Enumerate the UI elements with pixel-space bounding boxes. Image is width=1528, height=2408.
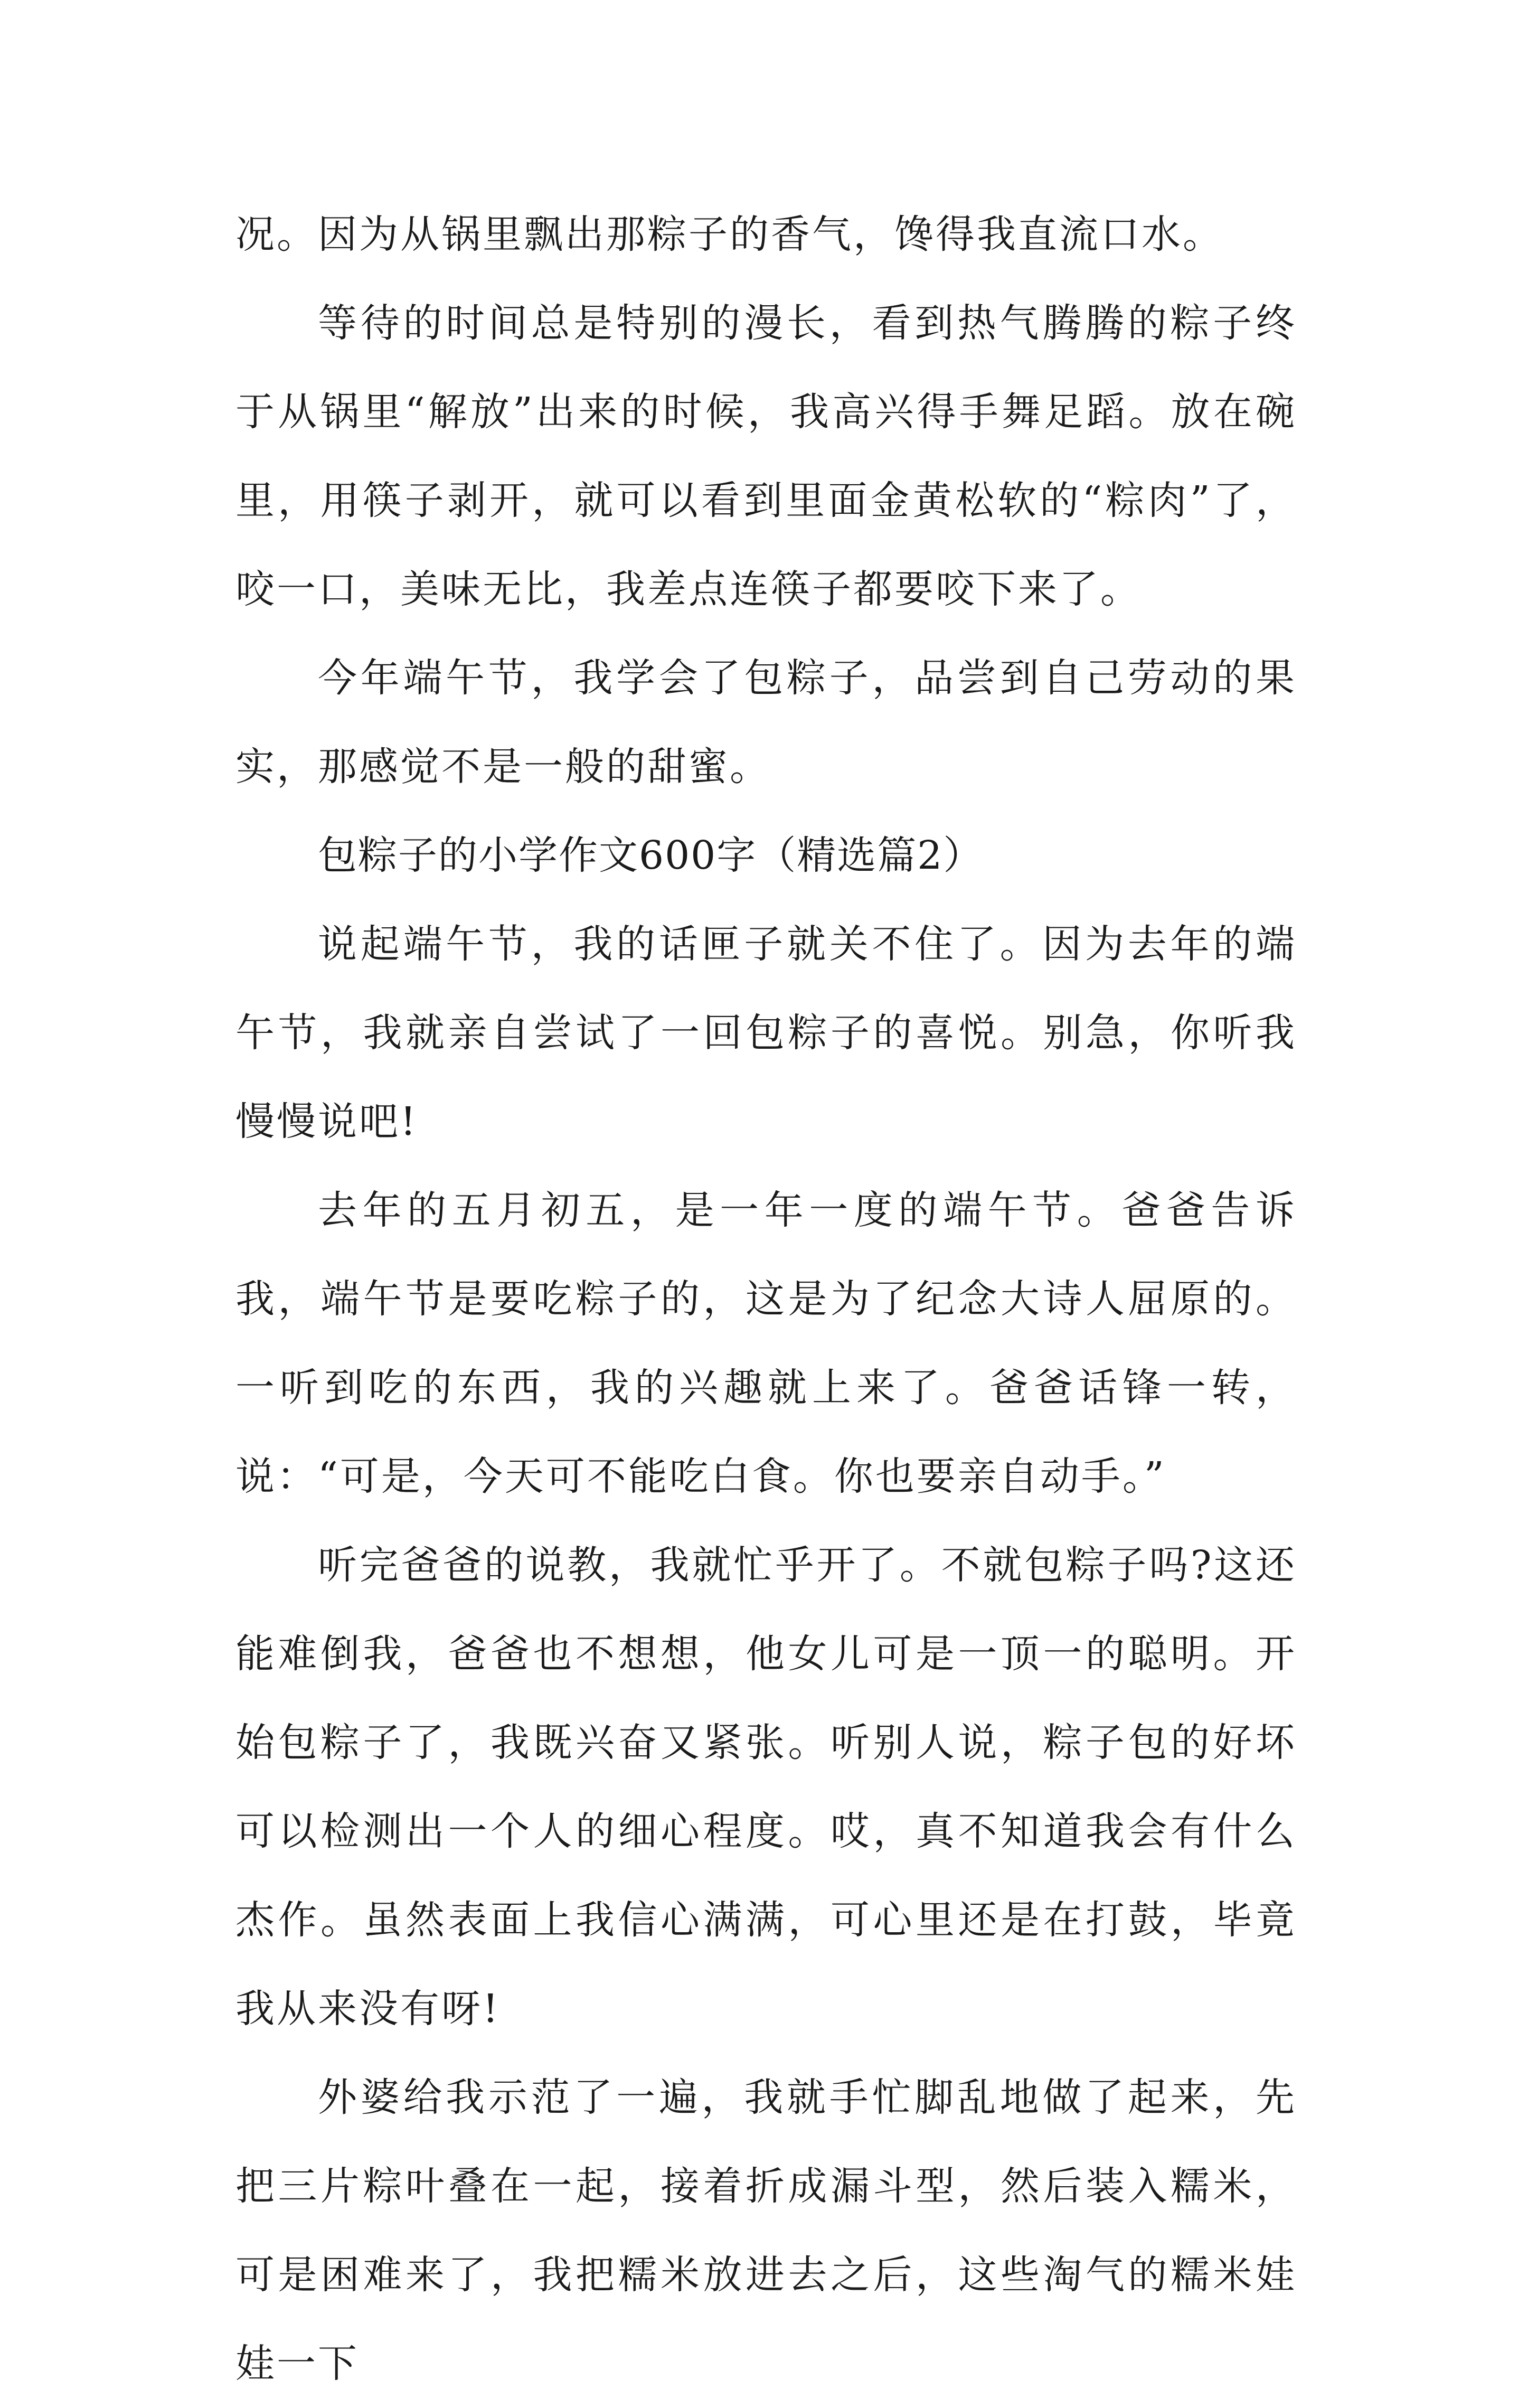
paragraph: 今年端午节，我学会了包粽子，品尝到自己劳动的果实，那感觉不是一般的甜蜜。 (235, 655, 1297, 789)
paragraph: 听完爸爸的说教，我就忙乎开了。不就包粽子吗?这还能难倒我，爸爸也不想想，他女儿可是一顶一的聪明。开始包粽子了，我既兴奋又紧张。听别人说，粽子包的好坏可以检测出一个人的细心程度。哎，真不知道我会有什么杰作。虽然表面上我信心满满，可心里还是在打鼓，毕竟我从来没有呀! (235, 1542, 1297, 2031)
paragraph: 外婆给我示范了一遍，我就手忙脚乱地做了起来，先把三片粽叶叠在一起，接着折成漏斗型，然后装入糯米，可是困难来了，我把糯米放进去之后，这些淘气的糯米娃娃一下 (235, 2075, 1297, 2386)
essay-body (235, 190, 1297, 2408)
paragraph: 等待的时间总是特别的漫长，看到热气腾腾的粽子终于从锅里“解放”出来的时候，我高兴得手舞足蹈。放在碗里，用筷子剥开，就可以看到里面金黄松软的“粽肉”了，咬一口，美味无比，我差点连筷子都要咬下来了。 (235, 300, 1297, 612)
paragraph-continuation: 况。因为从锅里飘出那粽子的香气，馋得我直流口水。 (235, 212, 1224, 257)
paragraph: 说起端午节，我的话匣子就关不住了。因为去年的端午节，我就亲自尝试了一回包粽子的喜悦。别急，你听我慢慢说吧! (235, 921, 1297, 1144)
paragraph: 去年的五月初五，是一年一度的端午节。爸爸告诉我，端午节是要吃粽子的，这是为了纪念大诗人屈原的。一听到吃的东西，我的兴趣就上来了。爸爸话锋一转，说：“可是，今天可不能吃白食。你也要亲自动手。” (235, 1188, 1297, 1499)
section-heading: 包粽子的小学作文600字（精选篇2） (318, 833, 984, 878)
